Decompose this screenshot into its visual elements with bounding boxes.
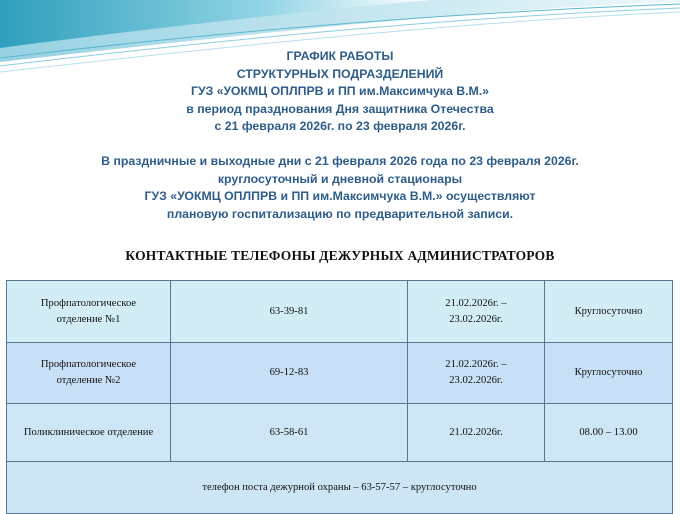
hours-cell: 08.00 – 13.00 <box>545 404 673 462</box>
date-cell: 21.02.2026г. <box>408 404 545 462</box>
date-cell <box>408 281 545 343</box>
header-line: СТРУКТУРНЫХ ПОДРАЗДЕЛЕНИЙ <box>236 66 444 81</box>
header-line: ГУЗ «УОКМЦ ОПЛПРВ и ПП им.Максимчука В.М.» <box>190 84 490 99</box>
notice-line: круглосуточный и дневной стационары <box>217 171 463 186</box>
phone-cell: 69-12-83 <box>171 343 408 404</box>
table-footer-row <box>7 462 673 514</box>
department-cell <box>7 281 171 343</box>
department-cell <box>7 343 171 404</box>
hours-cell: Круглосуточно <box>545 281 673 343</box>
header-line: в период празднования Дня защитника Отечества <box>186 101 494 116</box>
department-name: отделение №1 <box>56 313 121 325</box>
phone-cell: 63-39-81 <box>171 281 408 343</box>
notice-line: В праздничные и выходные дни с 21 февраля 2026 года по 23 февраля 2026г. <box>101 153 579 168</box>
date-text: 23.02.2026г. <box>449 375 503 386</box>
table-row <box>7 343 673 404</box>
security-phone-note: телефон поста дежурной охраны – 63-57-57 – круглосуточно <box>7 462 673 514</box>
date-text: 23.02.2026г. <box>449 313 503 325</box>
department-name: отделение №2 <box>56 375 121 386</box>
date-text: 21.02.2026г. – <box>445 359 507 370</box>
notice-line: плановую госпитализацию по предварительной записи. <box>166 206 514 221</box>
header-line: ГРАФИК РАБОТЫ <box>286 49 394 63</box>
table-row <box>7 281 673 343</box>
department-cell: Поликлиническое отделение <box>7 404 171 462</box>
notice-line: ГУЗ «УОКМЦ ОПЛПРВ и ПП им.Максимчука В.М.» осуществляют <box>144 189 536 204</box>
contacts-table <box>6 280 673 514</box>
date-text: 21.02.2026г. – <box>445 297 507 309</box>
department-name: Профпатологическое <box>40 359 137 370</box>
phone-cell: 63-58-61 <box>171 404 408 462</box>
hours-cell: Круглосуточно <box>545 343 673 404</box>
schedule-header <box>0 48 680 223</box>
header-line: с 21 февраля 2026г. по 23 февраля 2026г. <box>214 119 466 134</box>
date-cell <box>408 343 545 404</box>
contacts-title: КОНТАКТНЫЕ ТЕЛЕФОНЫ ДЕЖУРНЫХ АДМИНИСТРАТОРОВ <box>125 248 555 263</box>
table-row <box>7 404 673 462</box>
department-name: Профпатологическое <box>40 297 137 309</box>
